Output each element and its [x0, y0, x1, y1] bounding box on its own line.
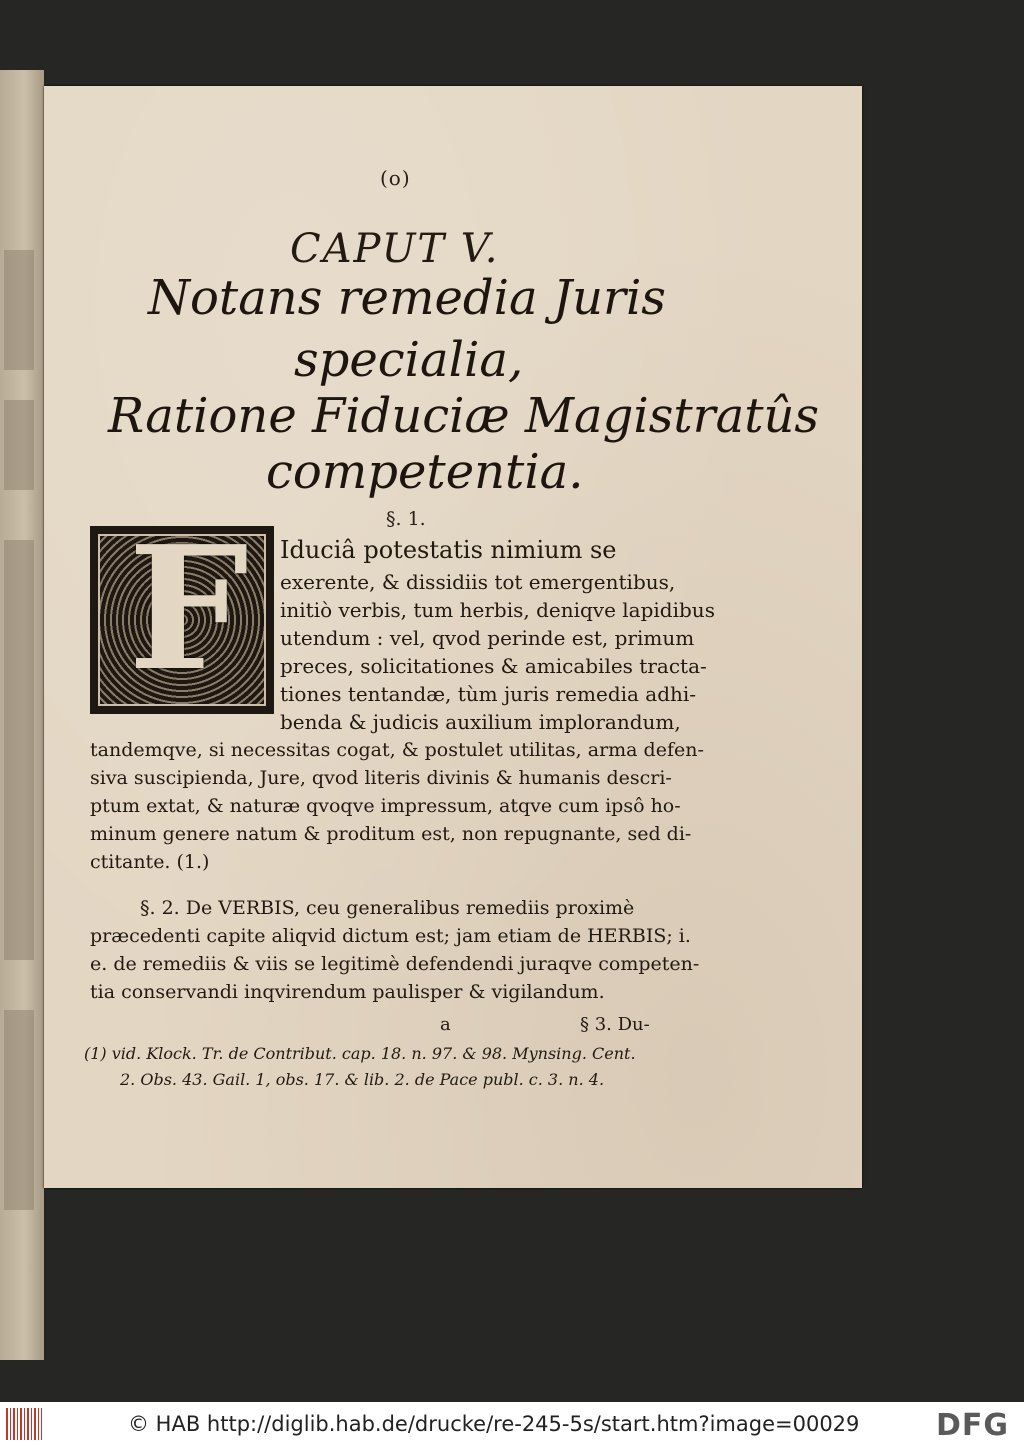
catchword: § 3. Du- — [580, 1014, 650, 1035]
book-page — [44, 86, 862, 1188]
para1-line: siva suscipienda, Jure, qvod literis divinis & humanis descri- — [90, 767, 672, 789]
para1-line: tandemqve, si necessitas cogat, & postulet utilitas, arma defen- — [90, 739, 704, 761]
para1-line: exerente, & dissidiis tot emergentibus, — [280, 570, 676, 594]
barcode-icon — [6, 1408, 42, 1440]
para1-line: initiò verbis, tum herbis, deniqve lapidibus — [280, 598, 715, 622]
chapter-heading: CAPUT V. — [290, 226, 500, 272]
title-line-1: Notans remedia Juris — [148, 270, 666, 326]
para2-line: e. de remediis & viis se legitimè defendendi juraqve competen- — [90, 953, 700, 975]
footnote-line: 2. Obs. 43. Gail. 1, obs. 17. & lib. 2. de Pace publ. c. 3. n. 4. — [120, 1070, 605, 1089]
para1-line: tiones tentandæ, tùm juris remedia adhi- — [280, 682, 697, 706]
page-number: (o) — [380, 166, 411, 190]
para2-line: §. 2. De VERBIS, ceu generalibus remediis proximè — [140, 897, 635, 919]
adjacent-page-edge — [0, 70, 44, 1360]
para1-line: preces, solicitationes & amicabiles tracta- — [280, 654, 707, 678]
decorated-initial — [90, 509, 274, 714]
para1-line: ctitante. (1.) — [90, 851, 210, 873]
copyright-link[interactable]: © HAB http://diglib.hab.de/drucke/re-245-5s/start.htm?image=00029 — [128, 1412, 860, 1436]
section-marker: §. 1. — [386, 508, 426, 530]
title-line-4: competentia. — [266, 444, 584, 500]
initial-letter: F — [128, 509, 249, 709]
para2-line: tia conservandi inqvirendum paulisper & vigilandum. — [90, 981, 605, 1003]
title-line-2: specialia, — [294, 332, 524, 388]
para1-line: benda & judicis auxilium implorandum, — [280, 710, 681, 734]
footer-bar — [0, 1402, 1024, 1446]
para1-line: ptum extat, & naturæ qvoqve impressum, atqve cum ipsô ho- — [90, 795, 681, 817]
title-line-3: Ratione Fiduciæ Magistratûs — [108, 388, 820, 444]
para1-line: utendum : vel, qvod perinde est, primum — [280, 626, 695, 650]
para1-line: Iduciâ potestatis nimium se — [280, 536, 617, 564]
signature-mark: a — [440, 1014, 451, 1035]
para2-line: præcedenti capite aliqvid dictum est; jam etiam de HERBIS; i. — [90, 925, 691, 947]
para1-line: minum genere natum & proditum est, non repugnante, sed di- — [90, 823, 692, 845]
dfg-logo: DFG — [936, 1408, 1010, 1443]
footnote-line: (1) vid. Klock. Tr. de Contribut. cap. 18. n. 97. & 98. Mynsing. Cent. — [84, 1044, 636, 1063]
